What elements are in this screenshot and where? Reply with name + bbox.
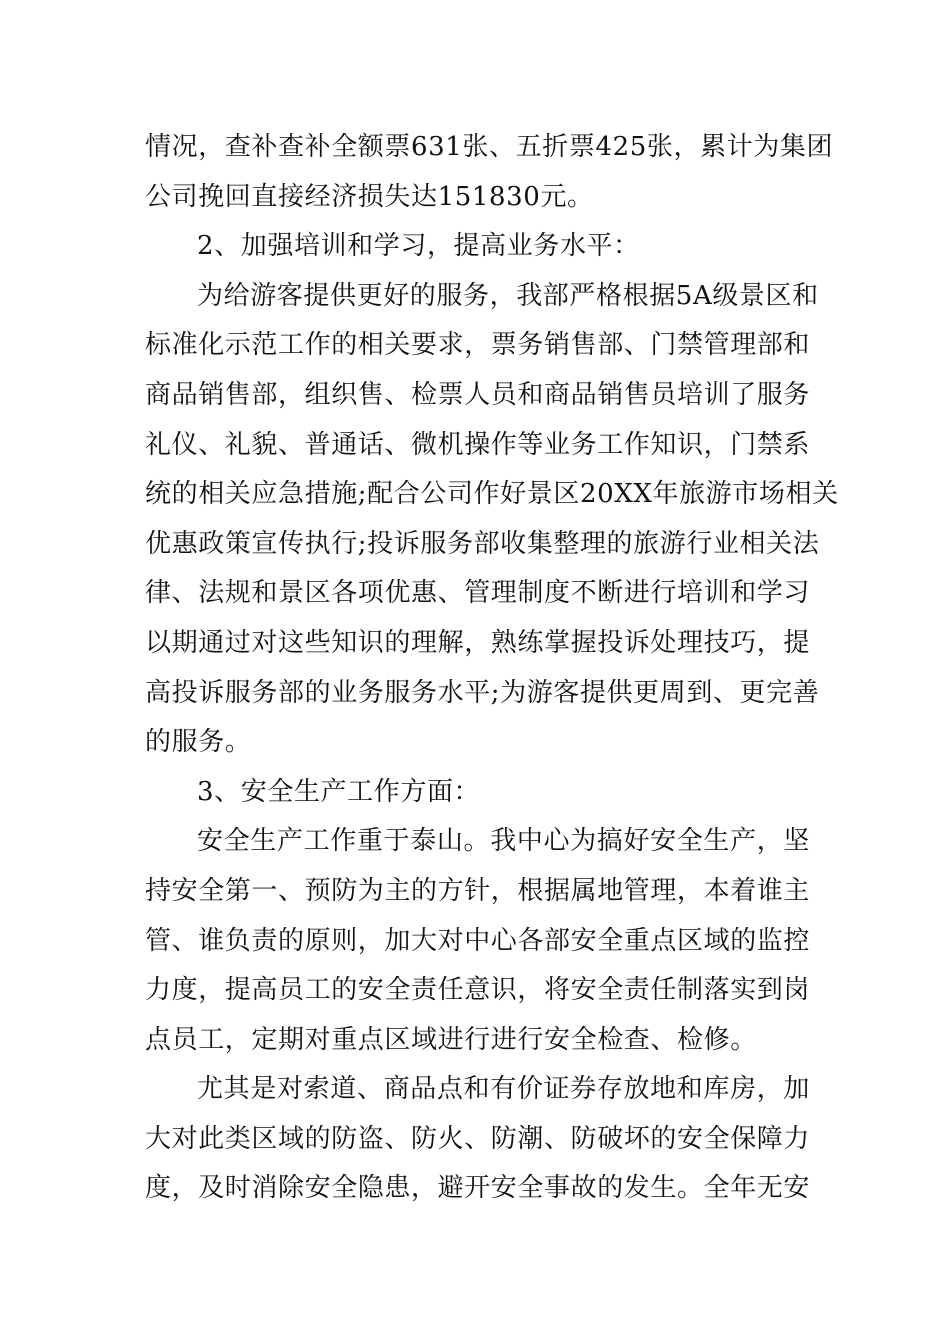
text-line: 律、法规和景区各项优惠、管理制度不断进行培训和学习 — [145, 578, 811, 609]
text-line: 商品销售部，组织售、检票人员和商品销售员培训了服务 — [145, 379, 811, 410]
text-line: 尤其是对索道、商品点和有价证券存放地和库房，加 — [197, 1074, 810, 1105]
text-line: 持安全第一、预防为主的方针，根据属地管理，本着谁主 — [145, 875, 811, 906]
text-line: 度，及时消除安全隐患，避开安全事故的发生。全年无安 — [145, 1173, 811, 1204]
text-line: 大对此类区域的防盗、防火、防潮、防破坏的安全保障力 — [145, 1123, 811, 1154]
text-line: 点员工，定期对重点区域进行进行安全检查、检修。 — [145, 1024, 757, 1055]
document-body — [145, 123, 839, 1214]
text-line: 力度，提高员工的安全责任意识，将安全责任制落实到岗 — [145, 975, 811, 1006]
text-line: 3、安全生产工作方面： — [197, 776, 481, 807]
text-line: 2、加强培训和学习，提高业务水平： — [197, 231, 640, 262]
text-line: 的服务。 — [145, 727, 252, 758]
text-line: 标准化示范工作的相关要求，票务销售部、门禁管理部和 — [145, 330, 811, 361]
text-line: 礼仪、礼貌、普通话、微机操作等业务工作知识，门禁系 — [145, 429, 811, 460]
text-line: 高投诉服务部的业务服务水平;为游客提供更周到、更完善 — [145, 677, 820, 708]
text-line: 统的相关应急措施;配合公司作好景区20XX年旅游市场相关 — [145, 479, 839, 510]
text-line: 情况，查补查补全额票631张、五折票425张，累计为集团 — [145, 132, 834, 162]
text-line: 公司挽回直接经济损失达151830元。 — [145, 181, 594, 212]
text-line: 安全生产工作重于泰山。我中心为搞好安全生产，坚 — [197, 826, 810, 857]
text-line: 为给游客提供更好的服务，我部严格根据5A级景区和 — [197, 280, 819, 311]
text-line: 管、谁负责的原则，加大对中心各部安全重点区域的监控 — [145, 925, 811, 956]
text-line: 优惠政策宣传执行;投诉服务部收集整理的旅游行业相关法 — [145, 528, 820, 559]
text-line: 以期通过对这些知识的理解，熟练掌握投诉处理技巧，提 — [145, 627, 811, 658]
